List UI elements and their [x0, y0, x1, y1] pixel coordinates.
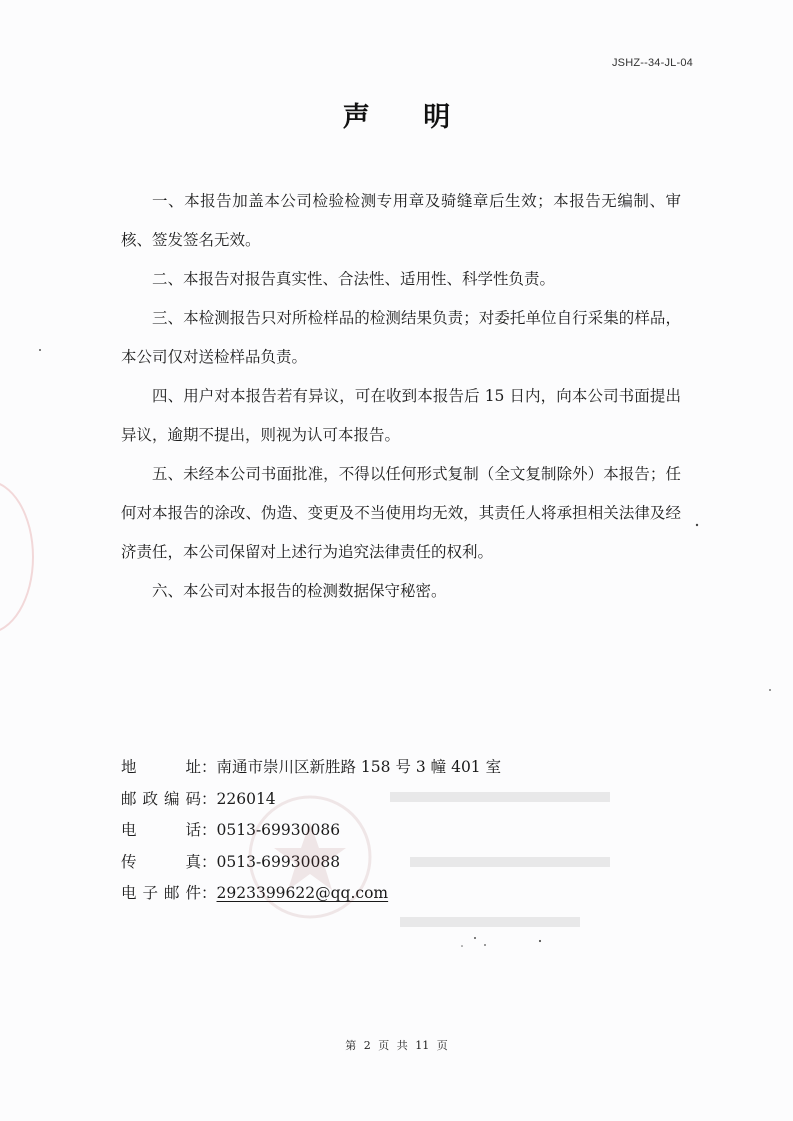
email-link[interactable]: 2923399622@qq.com: [216, 884, 389, 902]
document-code: JSHZ--34-JL-04: [611, 57, 693, 69]
email-separator: ：: [201, 884, 217, 902]
clause-1: 一、本报告加盖本公司检验检测专用章及骑缝章后生效；本报告无编制、审核、签发签名无效。: [121, 192, 681, 249]
show-through-seal-icon: [240, 762, 640, 942]
postcode-label: 邮政编码: [121, 789, 201, 808]
address-value: ：南通市崇川区新胜路 158 号 3 幢 401 室: [201, 758, 502, 776]
clause-4: 四、用户对本报告若有异议，可在收到本报告后 15 日内，向本公司书面提出异议，逾期不提出，则视为认可本报告。: [121, 387, 681, 444]
page-number: 第 2 页 共 11 页: [345, 1039, 448, 1052]
page-title: 声 明: [342, 102, 473, 133]
statement-clauses: [121, 182, 681, 611]
clause-6: 六、本公司对本报告的检测数据保守秘密。: [152, 582, 447, 600]
phone-value: ：0513-69930086: [201, 821, 341, 839]
clause-2: 二、本报告对报告真实性、合法性、适用性、科学性负责。: [152, 270, 556, 288]
phone-label: 电话: [121, 821, 201, 839]
email-label: 电子邮件: [121, 884, 201, 902]
seal-stamp-edge: [0, 480, 34, 634]
fax-value: ：0513-69930088: [201, 852, 341, 871]
fax-label: 传真: [121, 852, 201, 871]
clause-3: 三、本检测报告只对所检样品的检测结果负责；对委托单位自行采集的样品，本公司仅对送检样品负责。: [121, 309, 681, 366]
address-label: 地址: [121, 758, 201, 776]
postcode-value: ：226014: [201, 789, 276, 808]
clause-5: 五、未经本公司书面批准，不得以任何形式复制（全文复制除外）本报告；任何对本报告的涂改、伪造、变更及不当使用均无效，其责任人将承担相关法律及经济责任，本公司保留对上述行为追究法律责任的权利。: [121, 465, 681, 561]
